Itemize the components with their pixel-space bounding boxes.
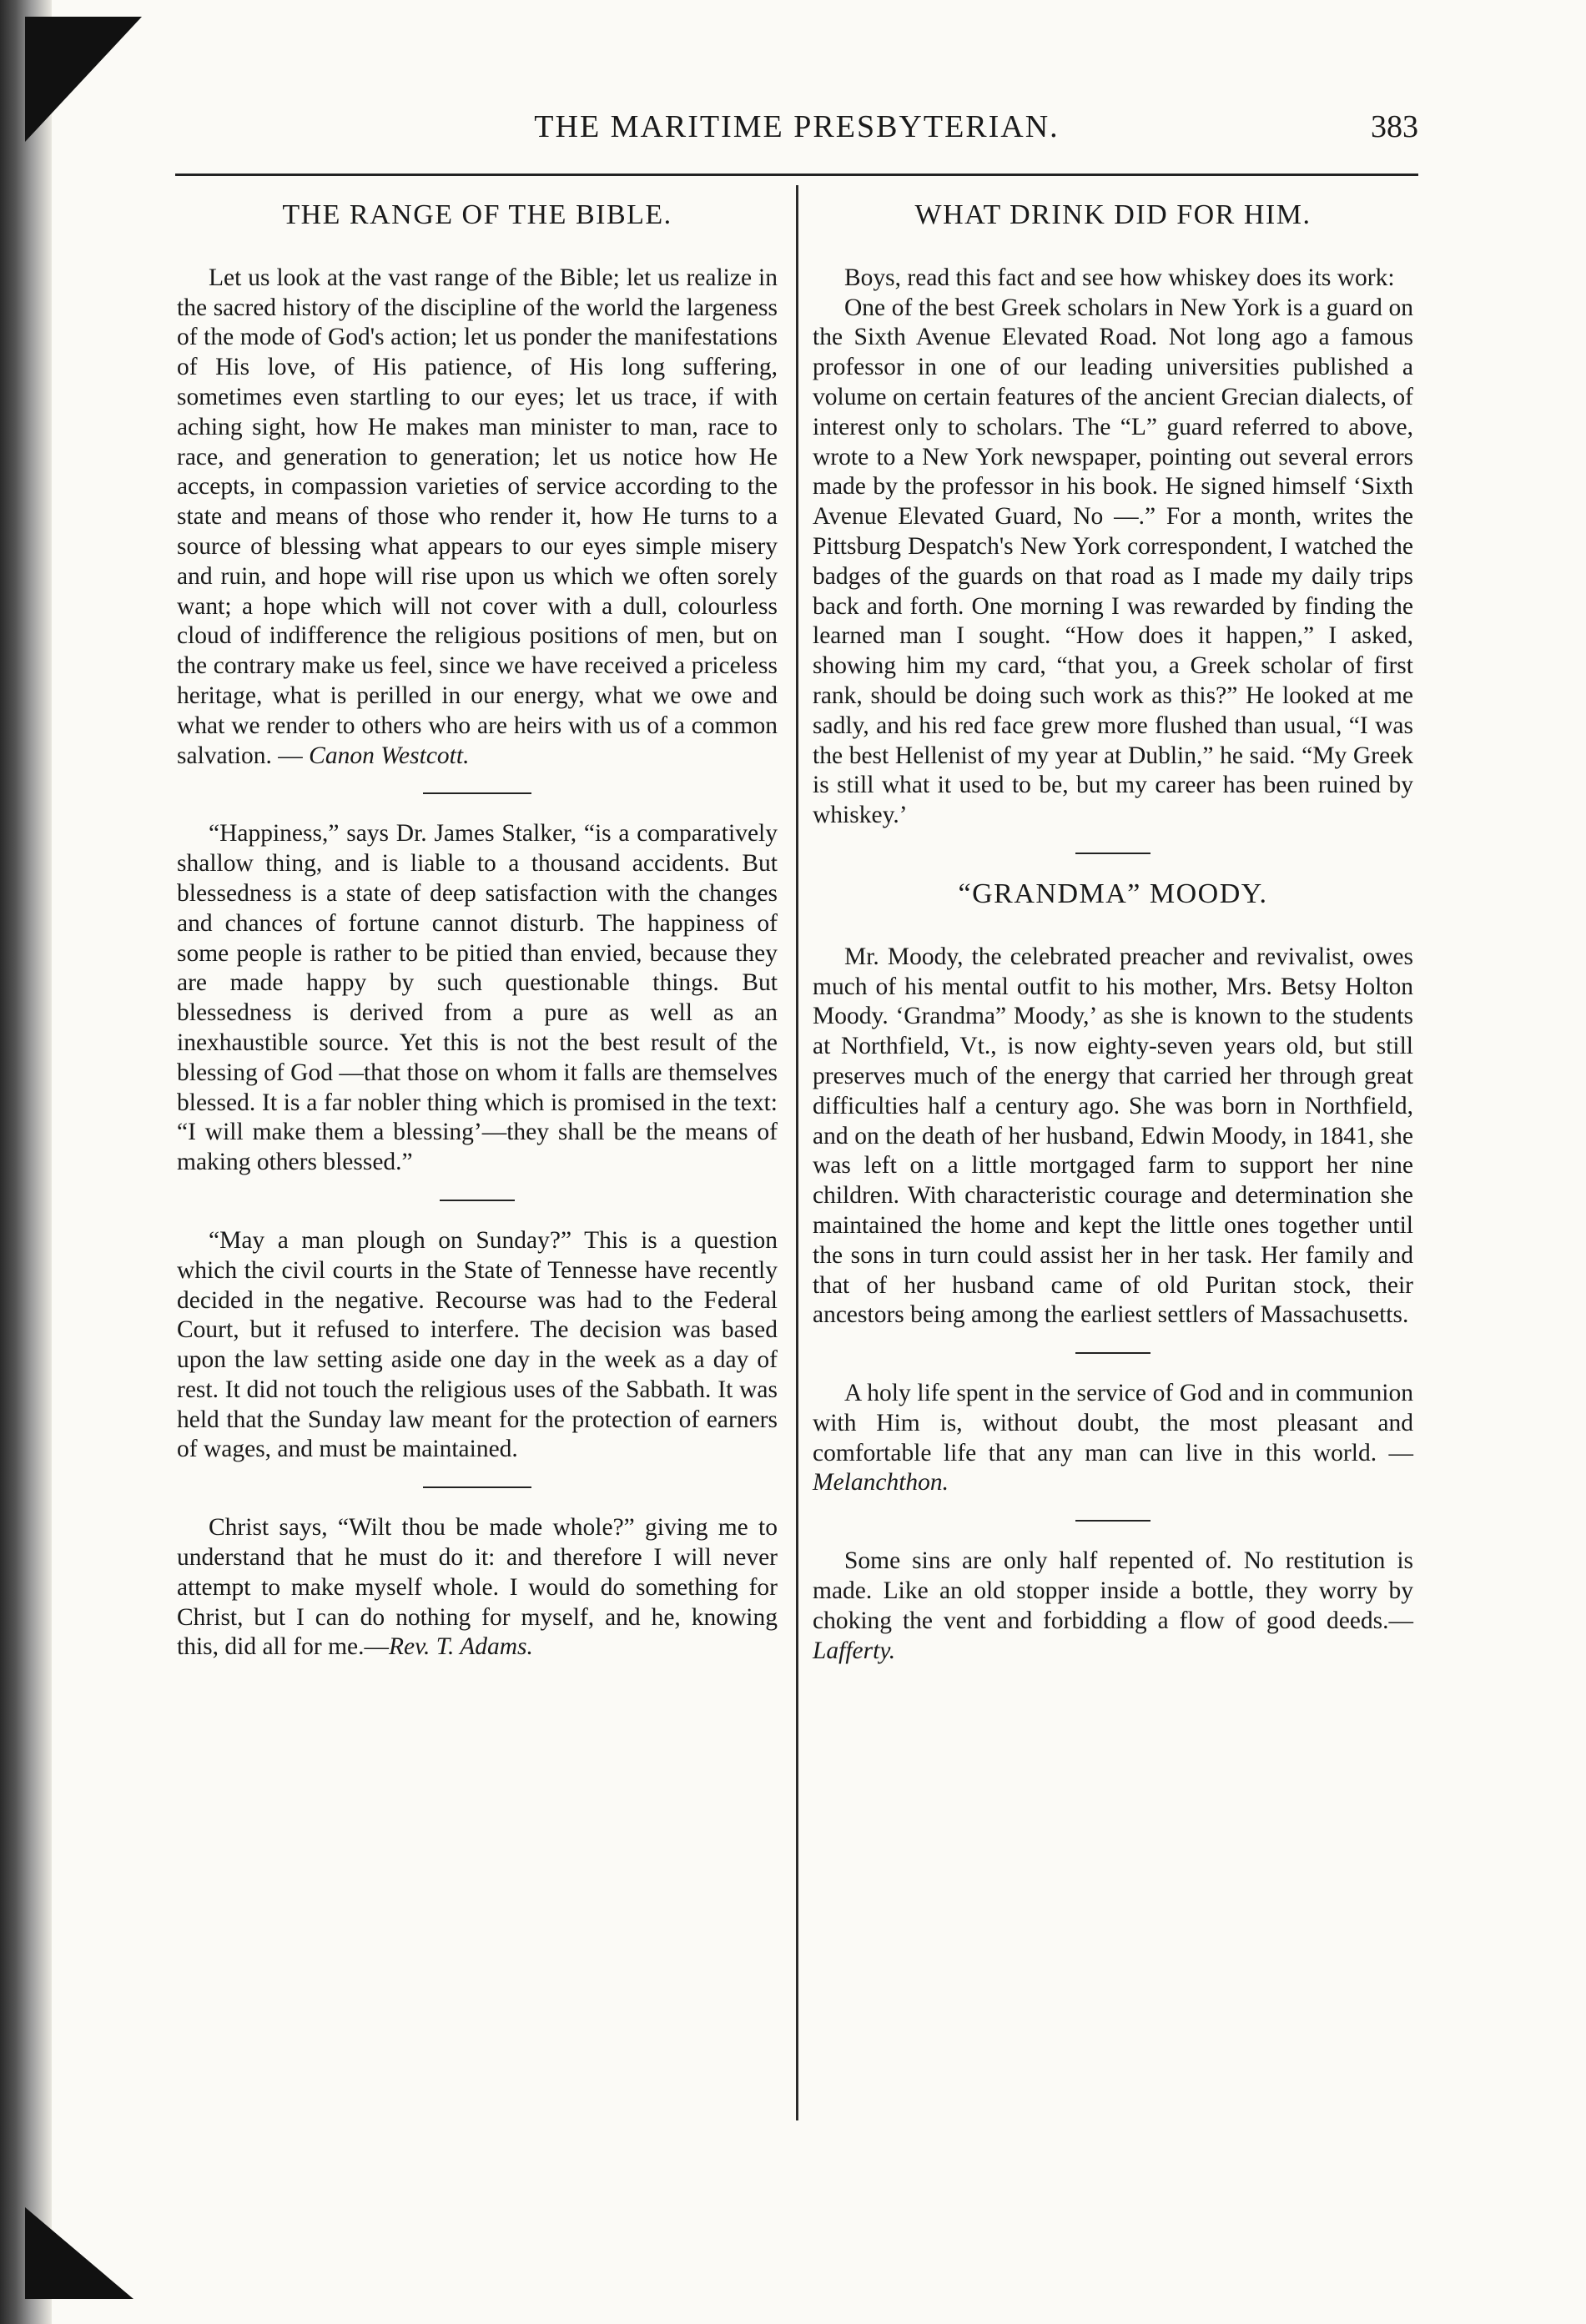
- article-range-of-the-bible: [177, 200, 778, 771]
- article-half-repented: [813, 1547, 1413, 1666]
- article-text: Christ says, “Wilt thou be made whole?” giving me to understand that he must do it: and therefore I will never attempt to make myself whole. I would do something for Christ, but I can do nothing for myself, and he, knowing this, did all for me.—: [177, 1514, 778, 1661]
- article-body: [813, 1547, 1413, 1666]
- section-separator: [1075, 853, 1150, 854]
- article-happiness: [177, 819, 778, 1178]
- article-body: “Happiness,” says Dr. James Stalker, “is a comparatively shallow thing, and is liable to a thousand accidents. But blessedness is a state of deep satisfaction with the changes and chances of fortune cannot disturb. The happiness of some people is rather to be pitied than envied, because they are made happy by such questionable things. But blessedness is derived from a pure as well as an inexhaustible source. Yet this is not the best result of the blessing of God —that those on whom it falls are themselves blessed. It is a far nobler thing which is promised in the text: “I will make them a blessing’—they shall be the means of making others blessed.”: [177, 820, 778, 1176]
- page-header: [175, 108, 1418, 158]
- article-body: [177, 1513, 778, 1663]
- article-sunday-plough: [177, 1226, 778, 1465]
- article-title: THE RANGE OF THE BIBLE.: [282, 199, 672, 230]
- article-text: A holy life spent in the service of God and in communion with Him is, without doubt, the most pleasant and comfortable life that any man can live in this world. —: [813, 1380, 1413, 1466]
- article-attribution: Lafferty.: [813, 1637, 896, 1664]
- article-text: Let us look at the vast range of the Bible; let us realize in the sacred history of the discipline of the world the largeness of the mode of God's action; let us ponder the manifestations of His love, of His patience, of His long suffering, sometimes even startling to our eyes; let us trace, if with aching sight, how He makes man minister to man, race to race, and generation to generation; let us notice how He accepts, in compassion varieties of service according to the state and means of those who render it, how He turns to a source of blessing what appears to our eyes simple misery and ruin, and hope will rise upon us which we often sorely want; a hope which will not cover with a dull, colourless cloud of indifference the religious positions of men, but on the contrary make us feel, since we have received a priceless heritage, what is perilled in our energy, what we owe and what we render to others who are heirs with us of a common salvation. —: [177, 264, 778, 769]
- section-separator: [423, 1486, 531, 1488]
- right-column: [813, 200, 1413, 1666]
- article-body: One of the best Greek scholars in New York is a guard on the Sixth Avenue Elevated Road. Not long ago a famous professor in one of our leading universities published a volume on certain features of the ancient Grecian dialects, of interest only to scholars. The “L” guard referred to above, wrote to a New York newspaper, pointing out several errors made by the professor in his book. He signed himself ‘Sixth Avenue Elevated Guard, No —.” For a month, writes the Pittsburg Despatch's New York correspondent, I watched the badges of the guards on that road as I made my daily trips back and forth. One morning I was rewarded by finding the learned man I sought. “How does it happen,” I asked, showing him my card, “that you, a Greek scholar of first rank, should be doing such work as this?” He looked at me sadly, and his red face grew more flushed than usual, “I was the best Hellenist of my year at Dublin,” he said. “My Greek is still what it used to be, but my career has been ruined by whiskey.’: [813, 294, 1413, 829]
- torn-corner-bottom: [25, 2207, 133, 2299]
- article-what-drink-did: [813, 200, 1413, 831]
- section-separator: [440, 1200, 515, 1201]
- article-body: Mr. Moody, the celebrated preacher and revivalist, owes much of his mental outfit to his mother, Mrs. Betsy Holton Moody. ‘Grandma” Moody,’ as she is known to the students at Northfield, Vt., is now eighty-seven years old, but still preserves much of the energy that carried her through great difficulties half a century ago. She was born in Northfield, and on the death of her husband, Edwin Moody, in 1841, she was left on a little mortgaged farm to support her nine children. With characteristic courage and determination she maintained the home and kept the little ones together until the sons in turn could assist her in her task. Her family and that of her husband came of old Puritan stock, their ancestors being among the earliest settlers of Massachusetts.: [813, 943, 1413, 1329]
- left-column: [177, 200, 778, 1663]
- page-number: 383: [1371, 109, 1418, 144]
- section-separator: [423, 792, 531, 794]
- torn-corner-top: [25, 17, 142, 142]
- article-title: “GRANDMA” MOODY.: [958, 878, 1268, 909]
- header-rule: [175, 174, 1418, 176]
- article-text: Some sins are only half repented of. No restitution is made. Like an old stopper inside a bottle, they worry by choking the vent and forbidding a flow of good deeds.—: [813, 1547, 1413, 1634]
- article-christ-says: [177, 1513, 778, 1663]
- section-separator: [1075, 1520, 1150, 1522]
- article-holy-life: [813, 1379, 1413, 1498]
- page-binding-edge: [0, 0, 52, 2324]
- article-attribution: Rev. T. Adams.: [389, 1633, 533, 1661]
- article-intro: Boys, read this fact and see how whiskey does its work:: [844, 264, 1395, 291]
- article-body: “May a man plough on Sunday?” This is a question which the civil courts in the State of Tennesse have recently decided in the negative. Recourse was had to the Federal Court, but it refused to interfere. The decision was based upon the law setting aside one day in the week as a day of rest. It did not touch the religious uses of the Sabbath. It was held that the Sunday law meant for the protection of earners of wages, and must be maintained.: [177, 1226, 778, 1463]
- article-body: [177, 264, 778, 772]
- publication-title: THE MARITIME PRESBYTERIAN.: [534, 109, 1060, 144]
- column-divider: [796, 185, 798, 2120]
- article-grandma-moody: [813, 879, 1413, 1331]
- article-attribution: Melanchthon.: [813, 1469, 949, 1497]
- article-title: WHAT DRINK DID FOR HIM.: [914, 199, 1312, 230]
- article-attribution: Canon Westcott.: [309, 742, 470, 769]
- article-body: [813, 1379, 1413, 1498]
- section-separator: [1075, 1352, 1150, 1354]
